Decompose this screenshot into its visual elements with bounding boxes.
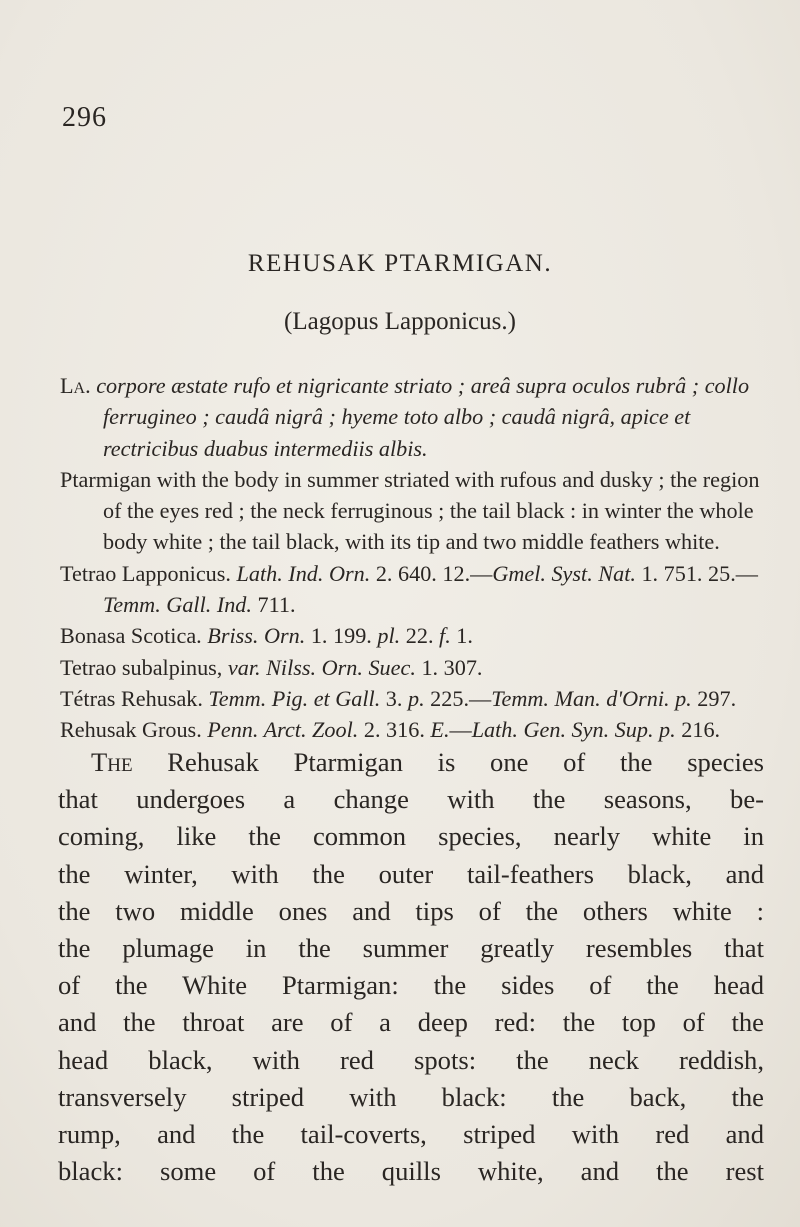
body-line: the two middle ones and tips of the others white : [58,895,764,926]
synonymy-segment: 2. 316. [358,717,431,743]
page-title: REHUSAK PTARMIGAN. [247,250,553,277]
synonymy-segment: Tetrao Lapponicus. [60,560,237,586]
page-number: 296 [62,102,107,133]
body-line: the plumage in the summer greatly resembles that [58,933,764,964]
synonymy-segment: . [85,373,97,398]
synonymy-segment: La [60,373,86,398]
synonymy-segment: corpore æstate rufo et nigricante striato ; areâ supra oculos rubrâ ; collo ferrugineo ; caudâ nigrâ ; hyeme toto albo ; caudâ nigrâ, apice et rectricibus duabus intermediis albis. [96,373,750,461]
synonymy-entry [60,652,760,683]
synonymy-segment: 711. [251,592,296,618]
body-line: of the White Ptarmigan: the sides of the head [58,970,764,1001]
body-line: rump, and the tail-coverts, striped with red and [58,1119,764,1150]
body-line: that undergoes a change with the seasons, be- [58,784,764,815]
body-line: the winter, with the outer tail-feathers black, and [58,858,764,889]
body-line: head black, with red spots: the neck reddish, [58,1044,764,1075]
body-paragraph [58,744,764,1190]
synonymy-segment: Temm. Man. d'Orni. p. [491,685,692,711]
latin-binomial-subtitle: (Lagopus Lapponicus.) [284,308,516,335]
synonymy-entry [60,620,760,651]
synonymy-segment: 3. [380,685,408,711]
synonymy-segment: p. [407,685,425,711]
synonymy-segment: Briss. Orn. [207,623,306,649]
synonymy-segment: Nilss. Orn. Suec. [266,654,416,680]
synonymy-entry [60,370,760,464]
synonymy-segment: Rehusak Grous. [60,717,208,743]
synonymy-segment: Penn. Arct. Zool. [207,717,359,743]
synonymy-segment: var. [227,654,261,680]
synonymy-segment: Tetrao subalpinus, [60,654,228,680]
synonymy-segment: Temm. Pig. et Gall. [208,685,381,711]
body-line: and the throat are of a deep red: the top of the [58,1007,764,1038]
synonymy-segment: f. [439,623,451,649]
synonymy-entry [60,464,760,558]
synonymy-segment: Lath. Gen. Syn. Sup. p. [471,717,676,743]
synonymy-segment: Gmel. Syst. Nat. [492,560,636,586]
synonymy-segment: — [449,717,472,743]
synonymy-entry [60,683,760,714]
body-line: coming, like the common species, nearly white in [58,821,764,852]
synonymy-segment: 1. 307. [415,654,483,680]
body-lead-word: The [91,747,133,777]
synonymy-entry [60,558,760,621]
body-line: transversely striped with black: the back, the [58,1081,764,1112]
synonymy-segment: Lath. Ind. Orn. [236,560,371,586]
synonymy-entry [60,714,760,745]
synonymy-segment: 1. 199. [305,623,378,649]
synonymy-segment: 1. [450,623,473,649]
synonymy-segment: Tétras Rehusak. [60,685,209,711]
synonymy-segment: E. [430,717,450,743]
synonymy-segment: Ptarmigan with the body in summer striated with rufous and dusky ; the region of the eyes red ; the neck ferruginous ; the tail black : in winter the whole body white ; the tail black, with its tip and two middle feathers white. [60,466,760,555]
body-line [58,744,764,781]
synonymy-segment: 225.— [424,685,492,711]
synonymy-segment: 22. [400,623,440,649]
synonymy-segment: 1. 751. 25.— [635,560,758,586]
synonymy-segment: Temm. Gall. Ind. [103,592,252,618]
synonymy-segment: 2. 640. 12.— [370,560,493,586]
synonymy-segment: 297. [691,685,737,711]
synonymy-block [60,370,760,746]
synonymy-segment: 216. [675,717,721,743]
body-line-text: Rehusak Ptarmigan is one of the species [132,747,764,777]
body-line: black: some of the quills white, and the rest [58,1156,764,1187]
synonymy-segment: pl. [377,623,401,649]
synonymy-segment: Bonasa Scotica. [60,623,208,649]
